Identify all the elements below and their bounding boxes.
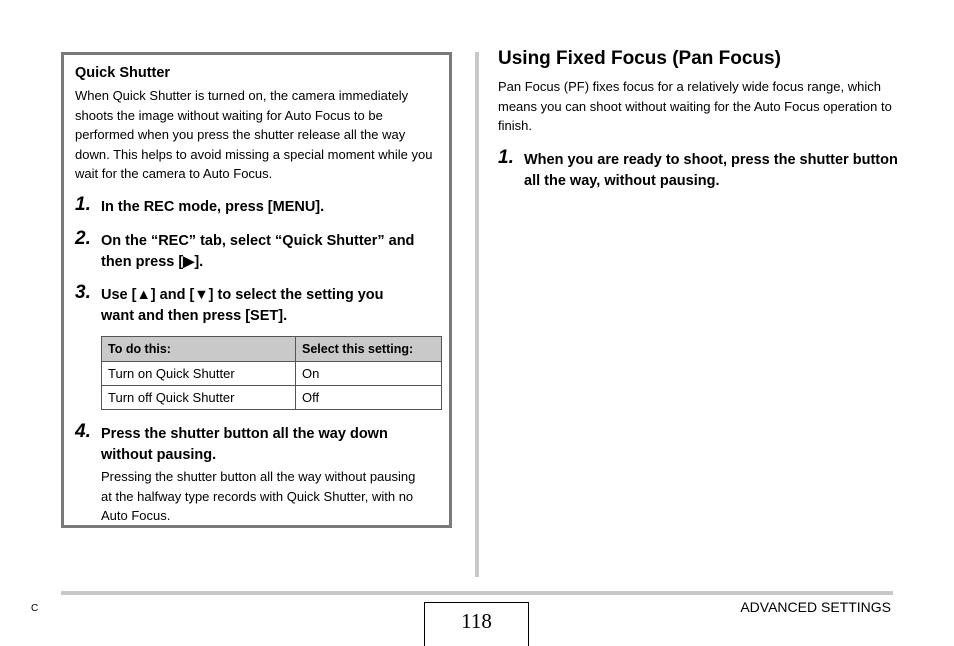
section-label: ADVANCED SETTINGS xyxy=(740,599,891,615)
step-number: 1. xyxy=(75,194,91,215)
box-intro: When Quick Shutter is turned on, the camera immediately shoots the image without waiting for Auto Focus to be performed when you press the shutter release all the way down. This helps to avoid missing a special moment while you wait for the camera to Auto Focus. xyxy=(75,88,433,181)
column-divider xyxy=(475,52,479,577)
step-1 xyxy=(75,194,420,218)
table-cell: Off xyxy=(296,386,442,410)
step-text: On the “REC” tab, select “Quick Shutter” and then press [▶]. xyxy=(101,233,415,270)
table-cell: Turn off Quick Shutter xyxy=(102,386,296,410)
pan-focus-section xyxy=(498,48,898,192)
step-2 xyxy=(75,228,420,273)
quick-shutter-intro-block xyxy=(75,65,437,184)
section-heading: Using Fixed Focus (Pan Focus) xyxy=(498,48,781,69)
step-number: 3. xyxy=(75,282,91,303)
table-cell: Turn on Quick Shutter xyxy=(102,362,296,386)
table-header-cell: To do this: xyxy=(102,337,296,362)
table-row xyxy=(102,386,442,410)
step-3 xyxy=(75,282,420,327)
step-note: Pressing the shutter button all the way without pausing at the halfway type records with Quick Shutter, with no Auto Focus. xyxy=(101,469,416,523)
step-text: Press the shutter button all the way down without pausing. xyxy=(101,426,388,463)
box-title: Quick Shutter xyxy=(75,65,171,81)
right-step-1 xyxy=(498,146,898,192)
step-number: 1. xyxy=(498,146,514,168)
step-text: When you are ready to shoot, press the shutter button all the way, without pausing. xyxy=(524,151,898,189)
settings-table xyxy=(101,336,442,410)
step-number: 2. xyxy=(75,228,91,249)
step-text: In the REC mode, press [MENU]. xyxy=(101,199,325,215)
step-text: Use [▲] and [▼] to select the setting you want and then press [SET]. xyxy=(101,287,384,324)
section-intro: Pan Focus (PF) fixes focus for a relatively wide focus range, which means you can shoot without waiting for the Auto Focus operation to finish. xyxy=(498,79,892,133)
page-number: 118 xyxy=(424,602,529,646)
table-header-row xyxy=(102,337,442,362)
step-4 xyxy=(75,421,420,526)
table-header-cell: Select this setting: xyxy=(296,337,442,362)
table-row xyxy=(102,362,442,386)
quick-shutter-box xyxy=(61,52,452,528)
footer-rule xyxy=(61,591,893,595)
step-number: 4. xyxy=(75,421,91,442)
corner-mark: C xyxy=(31,603,39,614)
table-cell: On xyxy=(296,362,442,386)
